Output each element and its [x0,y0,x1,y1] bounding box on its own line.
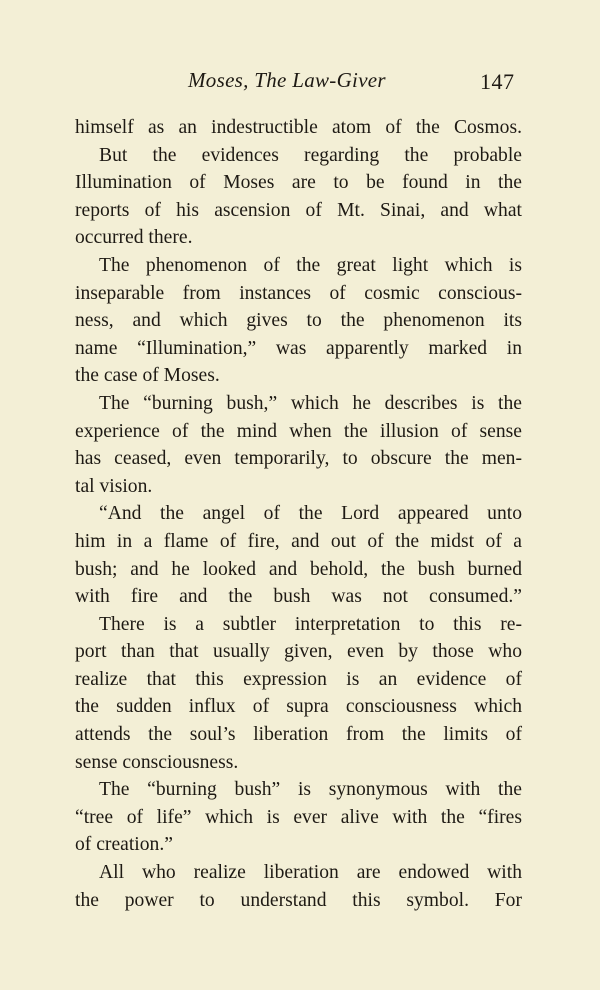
text-line: with fire and the bush was not consumed.” [75,586,522,608]
text-line: experience of the mind when the illusion of sense [75,420,522,442]
text-line: The “burning bush,” which he describes is the [99,392,522,414]
text-line: the case of Moses. [75,365,220,387]
text-line: tal vision. [75,475,153,497]
text-line: him in a flame of fire, and out of the midst of a [75,530,522,552]
body-text [75,114,522,914]
paragraph [75,500,522,610]
text-line: the sudden influx of supra consciousness which [75,696,522,718]
text-line: But the evidences regarding the probable [99,144,522,166]
paragraph [75,611,522,777]
text-line: “tree of life” which is ever alive with the “fires [75,806,522,828]
text-line: ness, and which gives to the phenomenon its [75,310,522,332]
page-number: 147 [480,69,515,94]
paragraph [75,252,522,390]
text-line: realize that this expression is an evidence of [75,668,522,690]
paragraph [75,114,522,142]
text-line: himself as an indestructible atom of the Cosmos. [75,117,522,138]
text-line: reports of his ascension of Mt. Sinai, and what [75,199,522,221]
text-line: Illumination of Moses are to be found in the [75,172,522,194]
paragraph [75,776,522,859]
running-title: Moses, The Law-Giver [188,68,386,92]
text-line: The “burning bush” is synonymous with the [99,779,522,801]
paragraph [75,142,522,252]
text-line: attends the soul’s liberation from the limits of [75,724,522,746]
page-header [0,68,600,98]
paragraph [75,859,522,914]
text-line: The phenomenon of the great light which is [99,254,522,276]
text-line: All who realize liberation are endowed with [99,862,522,884]
text-line: name “Illumination,” was apparently marked in [75,337,522,359]
text-line: has ceased, even temporarily, to obscure the men- [75,448,522,470]
text-line: “And the angel of the Lord appeared unto [99,503,522,525]
text-line: occurred there. [75,227,193,249]
text-line: of creation.” [75,834,173,856]
text-line: bush; and he looked and behold, the bush burned [75,558,522,580]
text-line: sense consciousness. [75,751,239,773]
text-line: inseparable from instances of cosmic conscious- [75,282,522,304]
paragraph [75,390,522,500]
text-line: There is a subtler interpretation to this re- [99,613,522,635]
text-line: the power to understand this symbol. For [75,889,522,911]
text-line: port than that usually given, even by those who [75,641,522,663]
